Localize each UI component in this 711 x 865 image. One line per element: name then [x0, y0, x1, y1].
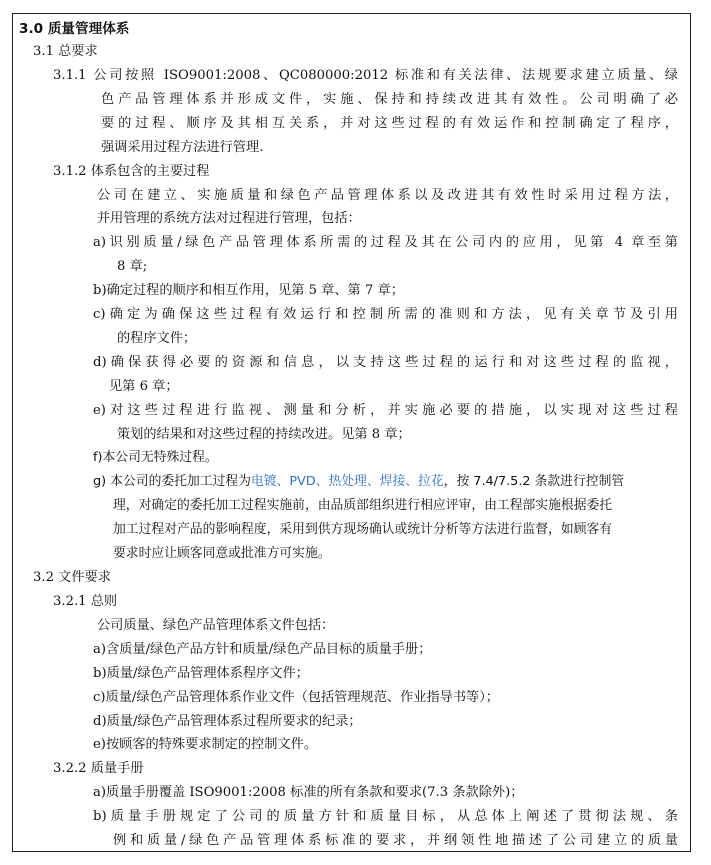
list-item-continued: 8 章; [117, 259, 148, 274]
list-item: b)质量手册规定了公司的质量方针和质量目标，从总体上阐述了贯彻法规、条 [93, 809, 678, 824]
paragraph-line: 公司质量、绿色产品管理体系文件包括： [97, 618, 335, 633]
paragraph-line: 要的过程、顺序及其相互关系，并对这些过程的有效运作和控制确定了程序， [101, 116, 678, 131]
list-item: c)确定为确保这些过程有效运行和控制所需的准则和方法，见有关章节及引用 [93, 307, 678, 322]
list-item: a)质量手册覆盖 ISO9001:2008 标准的所有条款和要求(7.3 条款除外)； [93, 785, 524, 800]
list-item-continued: 理，对确定的委托加工过程实施前，由品质部组织进行相应评审，由工程部实施根据委托 [113, 498, 613, 513]
document-frame [12, 13, 691, 852]
list-item: a)识别质量/绿色产品管理体系所需的过程及其在公司内的应用，见第 4 章至第 [93, 235, 678, 250]
paragraph-line: 并用管理的系统方法对过程进行管理，包括： [97, 211, 361, 226]
list-item-continued: 例和质量/绿色产品管理体系标准的要求，并纲领性地描述了公司建立的质量 [113, 833, 678, 848]
paragraph-line: 公司在建立、实施质量和绿色产品管理体系以及改进其有效性时采用过程方法， [97, 188, 678, 203]
paragraph-line: 强调采用过程方法进行管理. [101, 140, 264, 155]
section-title: 3.0 质量管理体系 [19, 21, 130, 37]
list-item: f)本公司无特殊过程。 [93, 450, 218, 465]
heading-3-2-1: 3.2.1 总则 [53, 594, 118, 609]
list-item: c)质量/绿色产品管理体系作业文件（包括管理规范、作业指导书等）； [93, 690, 499, 705]
list-item-continued: 加工过程对产品的影响程度，采用到供方现场确认或统计分析等方法进行监督，如顾客有 [113, 522, 613, 537]
list-item-continued: 策划的结果和对这些过程的持续改进。见第 8 章； [117, 427, 411, 442]
heading-3-1-2: 3.1.2 体系包含的主要过程 [53, 164, 210, 179]
heading-3-1: 3.1 总要求 [33, 44, 98, 59]
list-item-text: ，按 7.4/7.5.2 条款进行控制管 [443, 474, 625, 489]
list-item-continued: 的程序文件； [117, 331, 197, 346]
paragraph-line: 3.1.1 公司按照 ISO9001:2008、QC080000:2012 标准和有关法律、法规要求建立质量、绿 [53, 68, 678, 83]
list-item: e)按顾客的特殊要求制定的控制文件。 [93, 737, 317, 752]
list-item [93, 470, 690, 494]
list-item: d)确保获得必要的资源和信息，以支持这些过程的运行和对这些过程的监视， [93, 355, 678, 370]
list-item-continued: 见第 6 章； [109, 379, 179, 394]
heading-3-2-2: 3.2.2 质量手册 [53, 761, 144, 776]
paragraph-line: 色产品管理体系并形成文件，实施、保持和持续改进其有效性。公司明确了必 [101, 92, 678, 107]
list-item-text: g) 本公司的委托加工过程为 [93, 474, 251, 489]
list-item: b)质量/绿色产品管理体系程序文件； [93, 666, 309, 681]
list-item: e)对这些过程进行监视、测量和分析，并实施必要的措施，以实现对这些过程 [93, 403, 678, 418]
highlighted-processes: 电镀、PVD、热处理、焊接、拉花 [250, 474, 444, 489]
list-item: b)确定过程的顺序和相互作用，见第 5 章、第 7 章； [93, 283, 404, 298]
list-item: a)含质量/绿色产品方针和质量/绿色产品目标的质量手册； [93, 642, 432, 657]
heading-3-2: 3.2 文件要求 [33, 570, 111, 585]
list-item: d)质量/绿色产品管理体系过程所要求的纪录； [93, 714, 362, 729]
list-item-continued: 要求时应让顾客同意或批准方可实施。 [113, 546, 331, 561]
